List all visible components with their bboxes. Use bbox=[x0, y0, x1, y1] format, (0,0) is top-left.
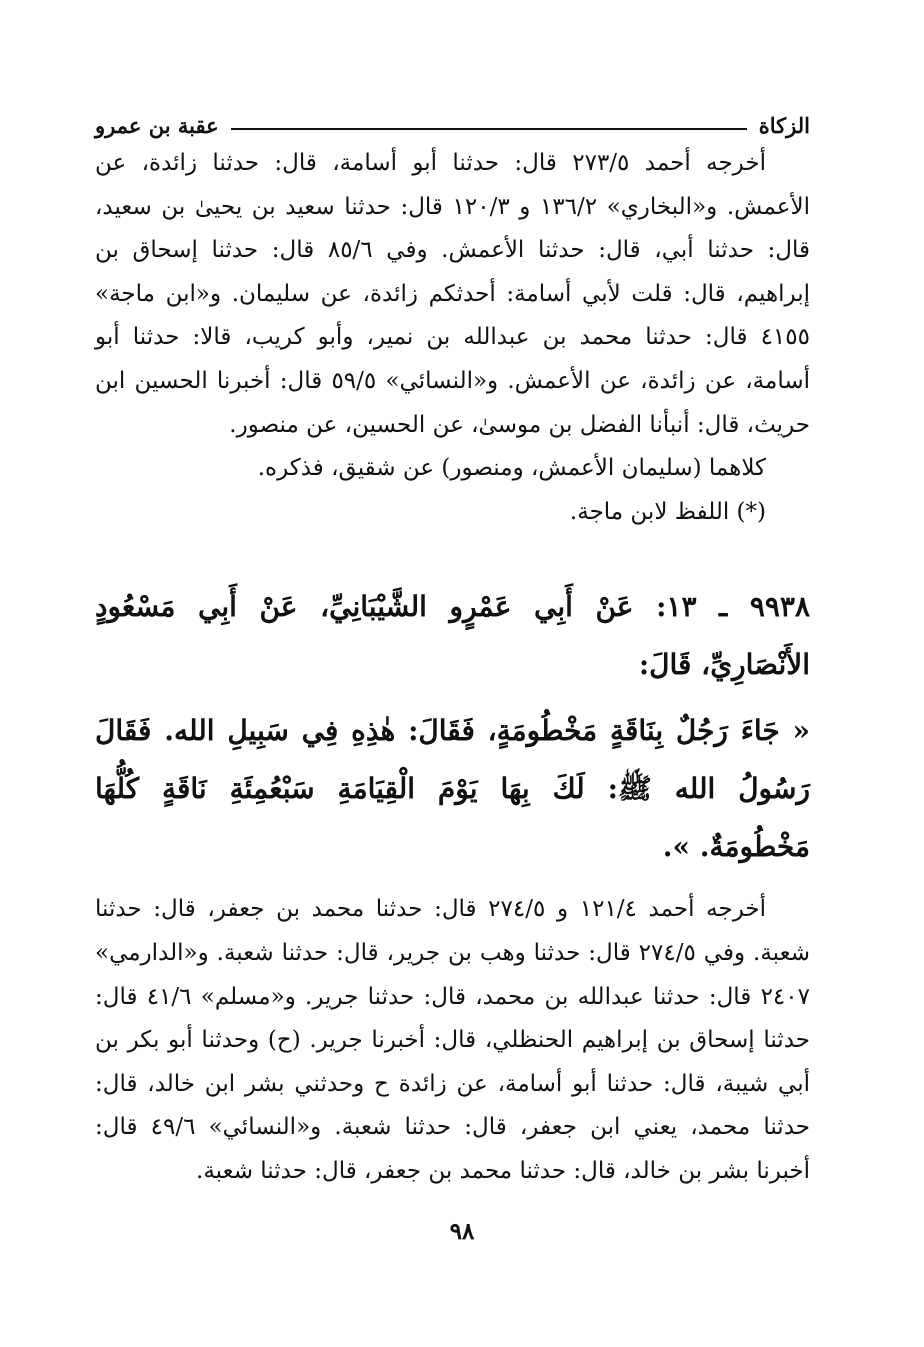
book-page bbox=[95, 104, 810, 1194]
header-narrator-name: عقبة بن عمرو bbox=[95, 113, 219, 138]
takhrij-block-1 bbox=[95, 142, 810, 534]
hadith-title: ٩٩٣٨ ـ ١٣: عَنْ أَبِي عَمْرٍو الشَّيْبَانِيِّ، عَنْ أَبِي مَسْعُودٍ الأَنْصَارِيِّ، قَالَ: bbox=[95, 590, 810, 682]
takhrij-footnote: (*) اللفظ لابن ماجة. bbox=[569, 498, 766, 525]
running-header bbox=[95, 104, 810, 138]
takhrij-summary: كلاهما (سليمان الأعمش، ومنصور) عن شقيق، فذكره. bbox=[257, 455, 766, 482]
page-number: ٩٨ bbox=[449, 1218, 475, 1245]
header-rule bbox=[231, 128, 747, 130]
takhrij-paragraph-1: أخرجه أحمد ٢٧٣/٥ قال: حدثنا أبو أسامة، قال: حدثنا زائدة، عن الأعمش. و«البخاري» ١٣٦/٢ و ١٢٠/٣ قال: حدثنا سعيد بن يحيىٰ بن سعيد، قال: حدثنا أبي، قال: حدثنا الأعمش. وفي ٨٥/٦ قال: حدثنا إسحاق بن إبراهيم، قال: قلت لأبي أسامة: أحدثكم زائدة، عن سليمان. و«ابن ماجة» ٤١٥٥ قال: حدثنا محمد بن عبدالله بن نمير، وأبو كريب، قالا: حدثنا أبو أسامة، عن زائدة، عن الأعمش. و«النسائي» ٥٩/٥ قال: أخبرنا الحسين ابن حريث، قال: أنبأنا الفضل بن موسىٰ، عن الحسين، عن منصور. bbox=[95, 150, 810, 438]
header-section-title: الزكاة bbox=[758, 113, 810, 138]
takhrij-block-2 bbox=[95, 888, 810, 1193]
hadith-text: « جَاءَ رَجُلٌ بِنَاقَةٍ مَخْطُومَةٍ، فَقَالَ: هٰذِهِ فِي سَبِيلِ الله. فَقَالَ رَسُولُ الله ﷺ: لَكَ بِهَا يَوْمَ الْقِيَامَةِ سَبْعُمِئَةِ نَاقَةٍ كُلُّهَا مَخْطُومَةٌ. ». bbox=[95, 714, 810, 864]
hadith-block bbox=[95, 578, 810, 876]
takhrij-paragraph-2: أخرجه أحمد ١٢١/٤ و ٢٧٤/٥ قال: حدثنا محمد بن جعفر، قال: حدثنا شعبة. وفي ٢٧٤/٥ قال: حدثنا وهب بن جرير، قال: حدثنا شعبة. و«الدارمي» ٢٤٠٧ قال: حدثنا عبدالله بن محمد، قال: حدثنا جرير. و«مسلم» ٤١/٦ قال: حدثنا إسحاق بن إبراهيم الحنظلي، قال: أخبرنا جرير. (ح) وحدثنا أبو بكر بن أبي شيبة، قال: حدثنا أبو أسامة، عن زائدة ح وحدثني بشر ابن خالد، قال: حدثنا محمد، يعني ابن جعفر، قال: حدثنا شعبة. و«النسائي» ٤٩/٦ قال: أخبرنا بشر بن خالد، قال: حدثنا محمد بن جعفر، قال: حدثنا شعبة. bbox=[95, 896, 810, 1184]
